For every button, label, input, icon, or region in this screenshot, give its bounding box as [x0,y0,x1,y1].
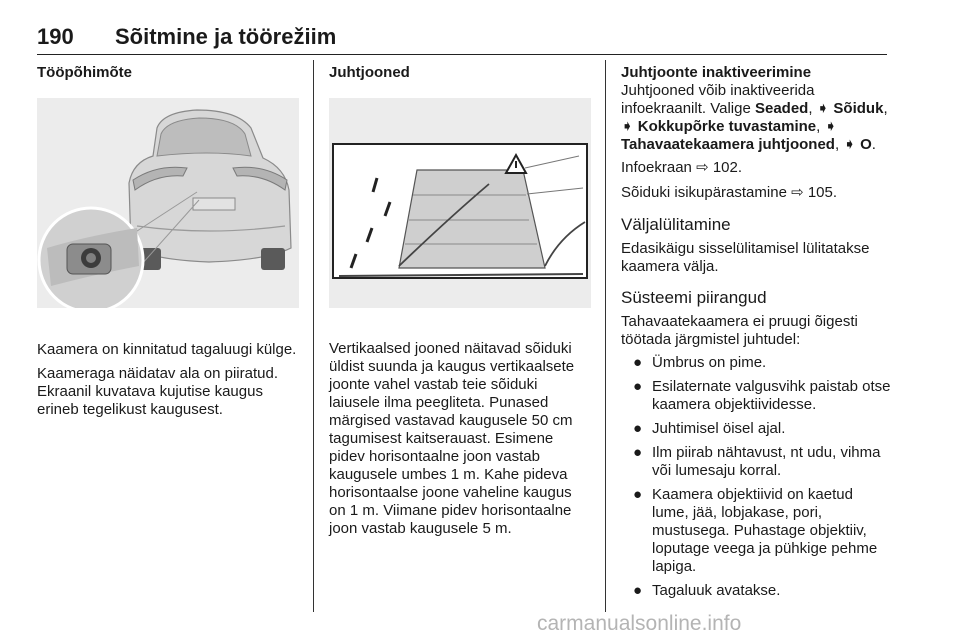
paragraph-system-limits: Tahavaatekaamera ei pruugi õigesti töötada järgmistel juhtudel: [621,313,858,348]
column-guidelines [329,64,591,538]
limitations-list [621,354,891,600]
menu-settings: Seaded [754,100,809,117]
paragraph-guideline-description: Vertikaalsed jooned näitavad sõiduki üldist suunda ja kaugus vertikaalsete joonte vahel vastab teie sõiduki laiusele ilma peegliteta. Punased märgised vastavad kaugusele 50 cm tagumisest kaitserauast. Esimene pidev horisontaalne joon vastab kaugusele umbes 1 m. Kahe pideva horisontaalse joone vaheline kaugus on 1 m. Viimane pidev horisontaalne joon vastab kaugusele 5 m. [329,340,575,537]
paragraph-deactivation-steps: Juhtjooned võib inaktiveerida infoekraanilt. Valige Seaded, ➧ Sõiduk, ➧ Kokkupõrke tuvastamine, ➧ Tahavaatekaamera juhtjooned, ➧ O. [621,82,888,153]
car-rear-figure [37,98,299,308]
reference-personalization: Sõiduki isikupärastamine ⇨ 105. [621,184,838,201]
bullet-icon: ● [633,444,643,461]
column-deactivation [621,64,891,600]
arrow-icon: ➧ [843,136,856,153]
toggle-off-icon: O [860,136,872,153]
column-divider [605,60,606,612]
chapter-title: Sõitmine ja töörežiim [115,24,337,49]
section-heading-guidelines: Juhtjooned [329,64,410,81]
list-item: ● Tagaluuk avatakse. [633,582,781,599]
watermark: carmanualsonline.info [537,612,742,635]
list-item: ● Esilaternate valgusvihk paistab otse kaamera objektiividesse. [633,378,891,413]
column-divider [313,60,314,612]
paragraph-switch-off: Edasikäigu sisselülitamisel lülitatakse kaamera välja. [621,240,870,275]
bullet-icon: ● [633,582,643,599]
guideline-display-illustration [329,98,591,308]
section-heading-principle: Tööpõhimõte [37,64,132,81]
reference-infoscreen: Infoekraan ⇨ 102. [621,159,743,176]
paragraph-view-limited: Kaameraga näidatav ala on piiratud. Ekraanil kuvatava kujutise kaugus erineb tegelikust kaugusest. [37,365,278,418]
guideline-figure [329,98,591,308]
arrow-icon: ➧ [621,118,634,135]
bullet-icon: ● [633,486,643,503]
list-item: ● Ümbrus on pime. [633,354,767,371]
arrow-icon: ➧ [824,118,838,135]
menu-collision-detection: Kokkupõrke tuvastamine [637,118,817,135]
page-reference-icon: ⇨ [791,184,804,201]
menu-vehicle: Sõiduk [833,100,884,117]
list-item: ● Juhtimisel öisel ajal. [633,420,786,437]
section-heading-switch-off: Väljalülitamine [621,215,731,234]
list-item: ● Kaamera objektiivid on kaetud lume, jää, lobjakase, pori, mustusega. Puhastage objektiiv, loputage veega ja pühkige pehme lapiga. [633,486,878,575]
page-number: 190 [37,24,74,49]
rear-camera-illustration [37,98,299,308]
page-header [37,24,887,55]
section-heading-system-limits: Süsteemi piirangud [621,288,767,307]
list-item: ● Ilm piirab nähtavust, nt udu, vihma või lumesaju korral. [633,444,881,479]
column-principle [37,64,299,419]
bullet-icon: ● [633,378,643,395]
arrow-icon: ➧ [816,100,830,117]
page-reference-icon: ⇨ [696,159,709,176]
deactivation-intro: Juhtjooned võib inaktiveerida infoekraanilt. Valige [621,82,815,117]
menu-rear-camera-guidelines: Tahavaatekaamera juhtjooned [621,136,835,153]
section-heading-deactivation: Juhtjoonte inaktiveerimine [621,64,812,81]
paragraph-camera-mount: Kaamera on kinnitatud tagaluugi külge. [37,341,297,358]
bullet-icon: ● [633,354,643,371]
bullet-icon: ● [633,420,643,437]
